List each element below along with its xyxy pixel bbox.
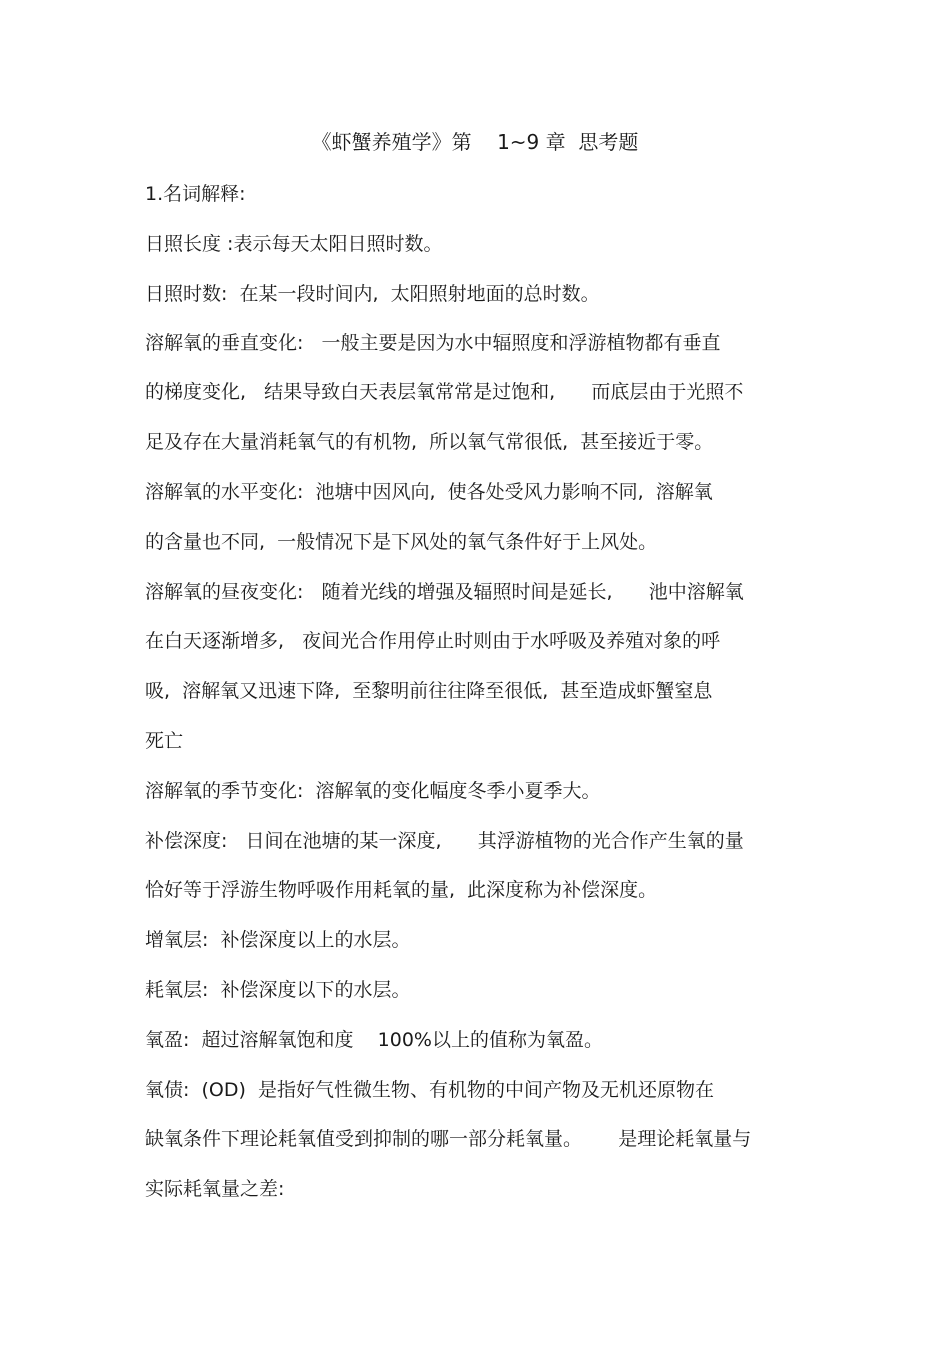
text-line: 恰好等于浮游生物呼吸作用耗氧的量, 此深度称为补偿深度。 <box>145 879 658 901</box>
text-line: 的含量也不同, 一般情况下是下风处的氧气条件好于上风处。 <box>145 531 658 553</box>
text-line: 的梯度变化, 结果导致白天表层氧常常是过饱和, 而底层由于光照不 <box>145 381 744 403</box>
text-line: 溶解氧的昼夜变化: 随着光线的增强及辐照时间是延长, 池中溶解氧 <box>145 581 744 603</box>
document-title: 《虾蟹养殖学》第 1~9 章 思考题 <box>311 130 639 154</box>
text-line: 溶解氧的水平变化: 池塘中因风向, 使各处受风力影响不同, 溶解氧 <box>145 481 713 503</box>
text-line: 溶解氧的季节变化: 溶解氧的变化幅度冬季小夏季大。 <box>145 780 601 802</box>
text-line: 实际耗氧量之差: <box>145 1178 285 1200</box>
text-line: 足及存在大量消耗氧气的有机物, 所以氧气常很低, 甚至接近于零。 <box>145 431 714 453</box>
text-line: 氧盈: 超过溶解氧饱和度 100%以上的值称为氧盈。 <box>145 1029 603 1051</box>
text-line: 补偿深度: 日间在池塘的某一深度, 其浮游植物的光合作产生氧的量 <box>145 830 744 852</box>
text-line: 日照时数: 在某一段时间内, 太阳照射地面的总时数。 <box>145 283 600 305</box>
text-line: 1.名词解释: <box>145 183 246 205</box>
text-line: 吸, 溶解氧又迅速下降, 至黎明前往往降至很低, 甚至造成虾蟹窒息 <box>145 680 713 702</box>
text-line: 缺氧条件下理论耗氧值受到抑制的哪一部分耗氧量。 是理论耗氧量与 <box>145 1128 752 1150</box>
text-line: 在白天逐渐增多, 夜间光合作用停止时则由于水呼吸及养殖对象的呼 <box>145 630 721 652</box>
text-line: 耗氧层: 补偿深度以下的水层。 <box>145 979 411 1001</box>
text-line: 增氧层: 补偿深度以上的水层。 <box>145 929 411 951</box>
text-line: 日照长度 :表示每天太阳日照时数。 <box>145 233 443 255</box>
text-line: 溶解氧的垂直变化: 一般主要是因为水中辐照度和浮游植物都有垂直 <box>145 332 721 354</box>
text-line: 氧债: (OD) 是指好气性微生物、有机物的中间产物及无机还原物在 <box>145 1079 714 1101</box>
text-line: 死亡 <box>145 730 184 752</box>
